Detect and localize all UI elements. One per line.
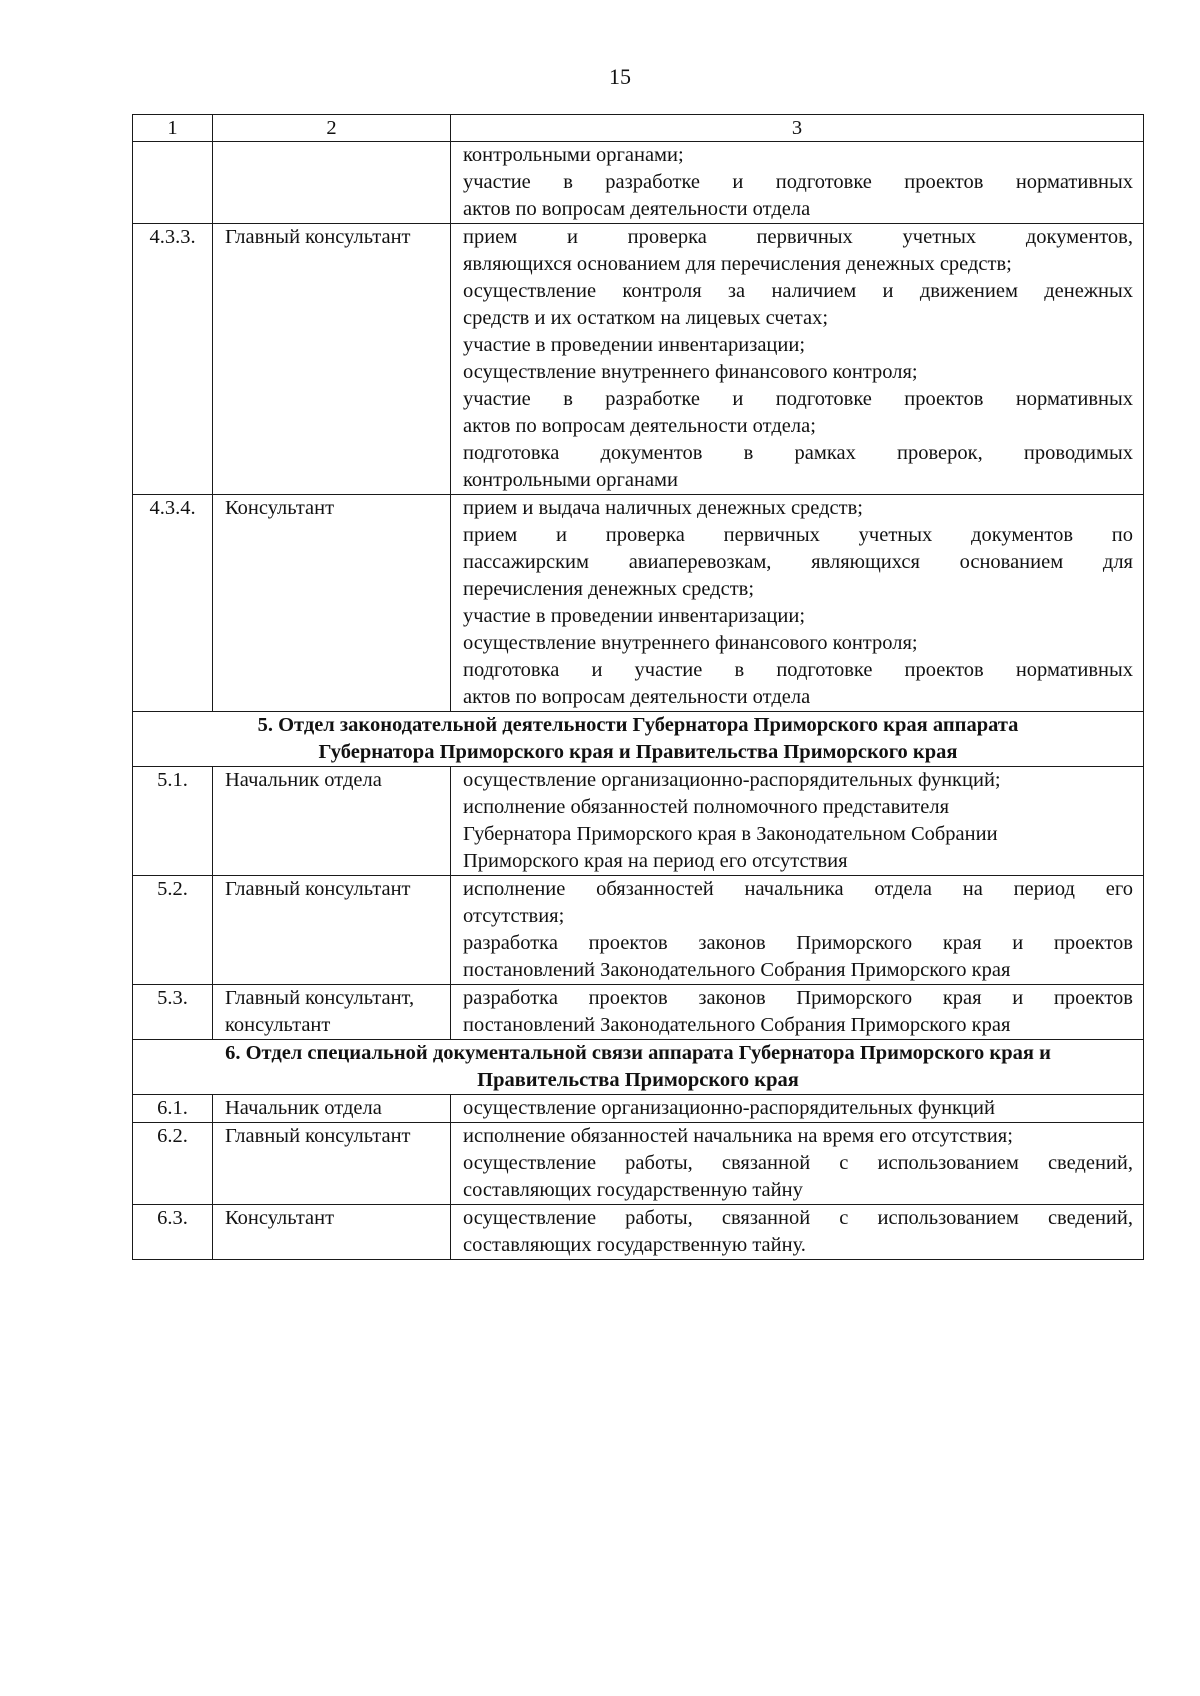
position-title: Главный консультант [213, 224, 451, 495]
position-title: Главный консультант [213, 876, 451, 985]
duties-description [451, 224, 1144, 495]
section-title [133, 712, 1144, 767]
position-title [213, 142, 451, 224]
duty-line: разработка проектов законов Приморского края и проектов [463, 932, 1133, 954]
item-number: 5.1. [133, 767, 213, 876]
duty-line: составляющих государственную тайну [463, 1179, 803, 1201]
duty-line: прием и проверка первичных учетных документов по [463, 524, 1133, 546]
duty-line: контрольными органами [463, 469, 678, 491]
duty-line: отсутствия; [463, 905, 565, 927]
duties-description [451, 767, 1144, 876]
duty-line: осуществление организационно-распорядительных функций [463, 1097, 995, 1119]
duty-line: Губернатора Приморского края в Законодательном Собрании [463, 823, 998, 845]
duty-line: осуществление внутреннего финансового контроля; [463, 632, 918, 654]
table-row [133, 767, 1144, 876]
position-title: Начальник отдела [213, 767, 451, 876]
section-title [133, 1040, 1144, 1095]
table-body [133, 115, 1144, 1260]
item-number: 4.3.3. [133, 224, 213, 495]
header-col-duties: 3 [451, 115, 1144, 142]
duty-line: постановлений Законодательного Собрания Приморского края [463, 959, 1011, 981]
table-header-row [133, 115, 1144, 142]
section-header-row [133, 1040, 1144, 1095]
duty-line: осуществление работы, связанной с использованием сведений, [463, 1152, 1133, 1174]
duty-line: подготовка и участие в подготовке проектов нормативных [463, 659, 1133, 681]
page-number: 15 [609, 64, 631, 89]
header-col-position: 2 [213, 115, 451, 142]
table-row [133, 985, 1144, 1040]
duties-description [451, 495, 1144, 712]
duty-line: Приморского края на период его отсутствия [463, 850, 848, 872]
duty-line: участие в проведении инвентаризации; [463, 605, 806, 627]
duties-description [451, 1123, 1144, 1205]
position-title: Главный консультант, консультант [213, 985, 451, 1040]
table-row [133, 142, 1144, 224]
duty-line: актов по вопросам деятельности отдела [463, 198, 811, 220]
duty-line: разработка проектов законов Приморского края и проектов [463, 987, 1133, 1009]
item-number: 6.1. [133, 1095, 213, 1123]
section-title-line: 5. Отдел законодательной деятельности Губернатора Приморского края аппарата [257, 714, 1019, 736]
duty-line: подготовка документов в рамках проверок, проводимых [463, 442, 1133, 464]
duty-line: являющихся основанием для перечисления денежных средств; [463, 253, 1012, 275]
duty-line: актов по вопросам деятельности отдела [463, 686, 811, 708]
position-title: Консультант [213, 495, 451, 712]
item-number: 5.2. [133, 876, 213, 985]
header-col-number: 1 [133, 115, 213, 142]
duty-line: осуществление контроля за наличием и движением денежных [463, 280, 1133, 302]
item-number: 5.3. [133, 985, 213, 1040]
duty-line: исполнение обязанностей полномочного представителя [463, 796, 949, 818]
duty-line: исполнение обязанностей начальника отдела на период его [463, 878, 1133, 900]
duty-line: осуществление организационно-распорядительных функций; [463, 769, 1001, 791]
section-header-row [133, 712, 1144, 767]
duty-line: прием и проверка первичных учетных документов, [463, 226, 1133, 248]
duties-description [451, 985, 1144, 1040]
item-number [133, 142, 213, 224]
section-title-line: Правительства Приморского края [477, 1069, 799, 1091]
duty-line: прием и выдача наличных денежных средств; [463, 497, 863, 519]
duties-description [451, 1095, 1144, 1123]
table-row [133, 1095, 1144, 1123]
table-row [133, 1123, 1144, 1205]
duties-description [451, 142, 1144, 224]
duty-line: участие в проведении инвентаризации; [463, 334, 806, 356]
section-title-line: Губернатора Приморского края и Правительства Приморского края [318, 741, 958, 763]
duties-description [451, 876, 1144, 985]
duty-line: осуществление работы, связанной с использованием сведений, [463, 1207, 1133, 1229]
duty-line: контрольными органами; [463, 144, 684, 166]
table-row [133, 876, 1144, 985]
duty-line: исполнение обязанностей начальника на время его отсутствия; [463, 1125, 1013, 1147]
duty-line: средств и их остатком на лицевых счетах; [463, 307, 829, 329]
duty-line: пассажирским авиаперевозкам, являющихся основанием для [463, 551, 1133, 573]
item-number: 6.2. [133, 1123, 213, 1205]
duty-line: актов по вопросам деятельности отдела; [463, 415, 816, 437]
duty-line: перечисления денежных средств; [463, 578, 755, 600]
duty-line: участие в разработке и подготовке проектов нормативных [463, 171, 1133, 193]
table-row [133, 495, 1144, 712]
item-number: 4.3.4. [133, 495, 213, 712]
position-title: Начальник отдела [213, 1095, 451, 1123]
position-title: Главный консультант [213, 1123, 451, 1205]
position-title: Консультант [213, 1205, 451, 1260]
duties-description [451, 1205, 1144, 1260]
duty-line: осуществление внутреннего финансового контроля; [463, 361, 918, 383]
duty-line: участие в разработке и подготовке проектов нормативных [463, 388, 1133, 410]
section-title-line: 6. Отдел специальной документальной связи аппарата Губернатора Приморского края и [225, 1042, 1051, 1064]
duty-line: постановлений Законодательного Собрания Приморского края [463, 1014, 1011, 1036]
table-row [133, 1205, 1144, 1260]
item-number: 6.3. [133, 1205, 213, 1260]
duty-line: составляющих государственную тайну. [463, 1234, 806, 1256]
duties-table [132, 114, 1144, 1260]
table-row [133, 224, 1144, 495]
